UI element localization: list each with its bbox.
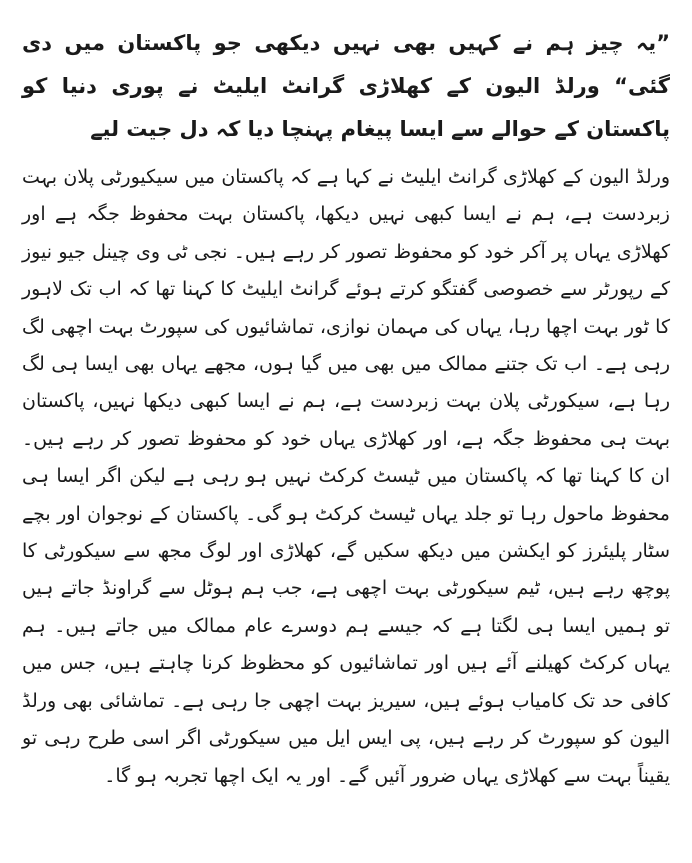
article-headline: ”یہ چیز ہم نے کہیں بھی نہیں دیکھی جو پاکستان میں دی گئی“ ورلڈ الیون کے کھلاڑی گرانٹ ایلیٹ نے پوری دنیا کو پاکستان کے حوالے سے ایسا پیغام پہنچا دیا کہ دل جیت لیے bbox=[22, 31, 670, 141]
article-body: ورلڈ الیون کے کھلاڑی گرانٹ ایلیٹ نے کہا ہے کہ پاکستان میں سیکیورٹی پلان بہت زبردست ہے، ہم نے ایسا کبھی نہیں دیکھا، پاکستان بہت محفوظ جگہ ہے اور کھلاڑی یہاں پر آکر خود کو محفوظ تصور کر رہے ہیں۔ نجی ٹی وی چینل جیو نیوز کے رپورٹر سے خصوصی گفتگو کرتے ہوئے گرانٹ ایلیٹ کا کہنا تھا کہ اب تک لاہور کا ٹور بہت اچھا رہا، یہاں کی مہمان نوازی، تماشائیوں کی سپورٹ بہت اچھی لگ رہی ہے۔ اب تک جتنے ممالک میں بھی میں گیا ہوں، مجھے یہاں بھی ایسا ہی لگ رہا ہے، سیکورٹی پلان بہت زبردست ہے، ہم نے ایسا کبھی دیکھا نہیں، پاکستان بہت ہی محفوظ جگہ ہے، اور کھلاڑی یہاں خود کو محفوظ تصور کر رہے ہیں۔ ان کا کہنا تھا کہ پاکستان میں ٹیسٹ کرکٹ نہیں ہو رہی ہے لیکن اگر ایسا ہی محفوظ ماحول رہا تو جلد یہاں ٹیسٹ کرکٹ ہو گی۔ پاکستان کے نوجوان اور بچے سٹار پلیئرز کو ایکشن میں دیکھ سکیں گے، کھلاڑی اور لوگ مجھ سے سیکورٹی کا پوچھ رہے ہیں، ٹیم سیکورٹی بہت اچھی ہے، جب ہم ہوٹل سے گراونڈ جاتے ہیں تو ہمیں ایسا ہی لگتا ہے کہ جیسے ہم دوسرے عام ممالک میں جاتے ہیں۔ ہم یہاں کرکٹ کھیلنے آئے ہیں اور تماشائیوں کو محظوظ کرنا چاہتے ہیں، جس میں کافی حد تک کامیاب ہوئے ہیں، سیریز بہت اچھی جا رہی ہے۔ تماشائی بھی ورلڈ الیون کو سپورٹ کر رہے ہیں، پی ایس ایل میں سیکورٹی اگر اسی طرح رہی تو یقیناً بہت سے کھلاڑی یہاں ضرور آئیں گے۔ اور یہ ایک اچھا تجربہ ہو گا۔ bbox=[22, 166, 670, 787]
